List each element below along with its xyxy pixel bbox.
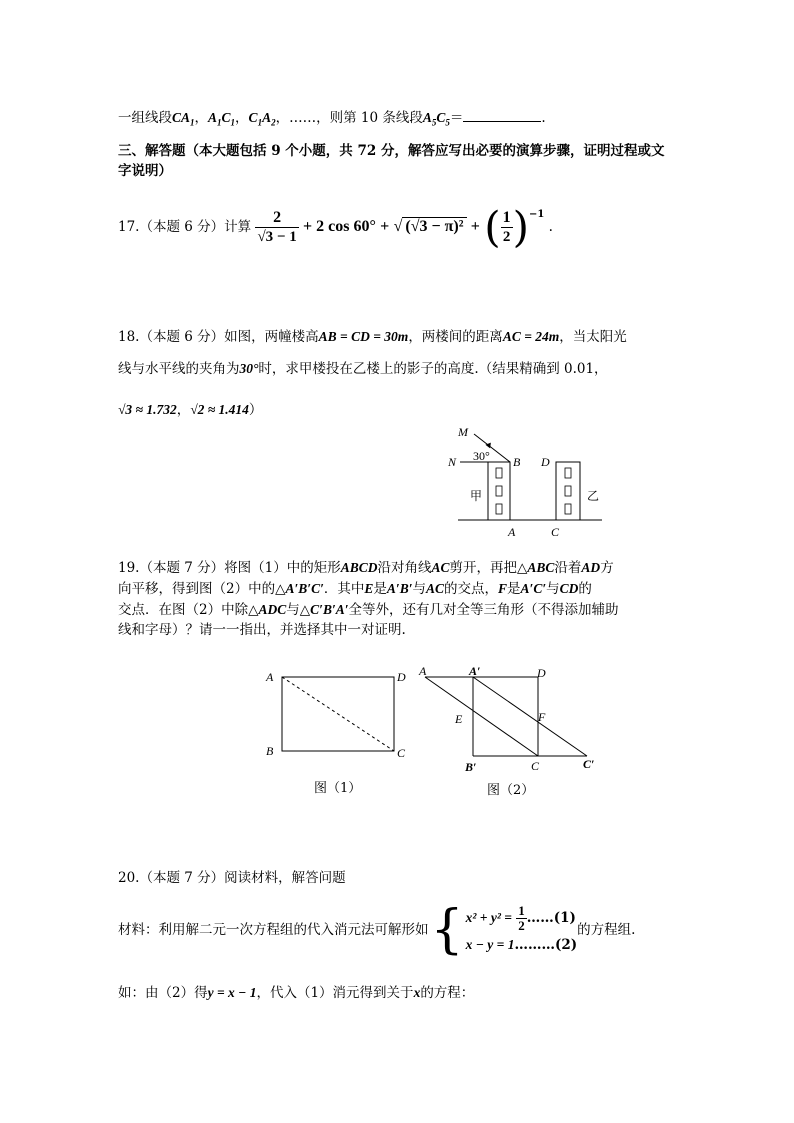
q17-half: $\frac{1}{2}$ xyxy=(502,209,511,245)
q19-figure-2 xyxy=(415,663,605,771)
label-D: D xyxy=(397,670,406,684)
q20-line3: 如：由（2）得y = x − 1，代入（1）消元得到关于x的方程： xyxy=(118,985,475,1001)
label-A: A xyxy=(508,525,516,539)
label-C: C xyxy=(531,759,540,771)
q18-line2: 线与水平线的夹角为30°时，求甲楼投在乙楼上的影子的高度.（结果精确到 0.01， xyxy=(118,361,608,377)
label-B: B xyxy=(266,744,274,758)
window xyxy=(496,504,502,514)
label-D: D xyxy=(537,666,546,680)
ray-arrow-icon xyxy=(485,441,493,449)
q18-line3: √3 ≈ 1.732，√2 ≈ 1.414） xyxy=(118,402,263,418)
q20-line1: 20.（本题 7 分）阅读材料，解答问题 xyxy=(118,870,346,886)
label-F: F xyxy=(538,710,546,724)
equation-system: x² + y² = $\frac{1}{2}$ ……(1) x − y = 1………(2) xyxy=(465,903,578,953)
window xyxy=(565,468,571,478)
label-B: B xyxy=(513,455,521,469)
segment-ca1: CA xyxy=(172,110,191,125)
label-A: A xyxy=(419,664,427,678)
q17-fraction: $\frac{2}{√3 - 1}$ xyxy=(257,209,297,245)
label-E: E xyxy=(455,712,463,726)
line-a1c1 xyxy=(473,677,587,756)
line-ac xyxy=(425,677,538,756)
answer-blank[interactable] xyxy=(463,107,541,122)
window xyxy=(565,504,571,514)
q20-material: 材料：利用解二元一次方程组的代入消元法可解形如 { x² + y² = $\frac{1}{2}$ ……(1) x − y = 1………(2) 的方程组. xyxy=(118,900,636,960)
window xyxy=(565,486,571,496)
brace-icon: { xyxy=(430,900,464,960)
label-C: C xyxy=(551,525,560,539)
q19-line4: 线和字母）？请一一指出，并选择其中一对证明. xyxy=(118,622,406,638)
window xyxy=(496,486,502,496)
section3-heading-cont: 字说明） xyxy=(118,163,172,179)
figure-1-caption: 图（1） xyxy=(314,781,362,796)
q18-line1: 18.（本题 6 分）如图，两幢楼高AB = CD = 30m，两楼间的距离AC = 24m，当太阳光 xyxy=(118,329,627,345)
label-yi: 乙 xyxy=(587,489,600,503)
q17-sqrt: (√3 − π)² xyxy=(402,217,466,236)
q19-line2: 向平移，得到图（2）中的△A′B′C′．其中E是A′B′与AC的交点，F是A′C′与CD的 xyxy=(118,581,592,597)
label-C1: C′ xyxy=(583,757,595,771)
label-D: D xyxy=(541,455,550,469)
q17-line: 17.（本题 6 分）计算 $\frac{2}{√3 - 1}$ + 2 cos 60° + √ (√3 − π)² + ( $\frac{1}{2}$ )$^{-1}$ . xyxy=(118,202,553,252)
q18-building-figure xyxy=(440,420,620,545)
label-angle: 30° xyxy=(473,449,490,463)
label-M: M xyxy=(458,425,468,439)
section3-heading: 三、解答题（本大题包括 9 个小题，共 72 分，解答应写出必要的演算步骤，证明过程或文 xyxy=(118,143,665,159)
q19-line1: 19.（本题 7 分）将图（1）中的矩形ABCD沿对角线AC剪开，再把△ABC沿着AD方 xyxy=(118,560,614,576)
label-C: C xyxy=(397,746,406,760)
label-N: N xyxy=(448,455,457,469)
window xyxy=(496,468,502,478)
q19-figure-1 xyxy=(258,665,418,765)
q16-tail-line: 一组线段$CA_1$，$A_1C_1$，$C_1A_2$，……，则第 10 条线段$A_5C_5=$ . xyxy=(118,107,546,133)
q19-line3: 交点．在图（2）中除△ADC与△C′B′A′全等外，还有几对全等三角形（不得添加辅助 xyxy=(118,602,619,618)
label-B1: B′ xyxy=(465,760,477,771)
figure-2-caption: 图（2） xyxy=(487,783,535,798)
diagonal-ac xyxy=(282,677,394,751)
label-A1: A′ xyxy=(469,664,481,678)
label-A: A xyxy=(266,670,274,684)
label-jia: 甲 xyxy=(470,489,483,503)
